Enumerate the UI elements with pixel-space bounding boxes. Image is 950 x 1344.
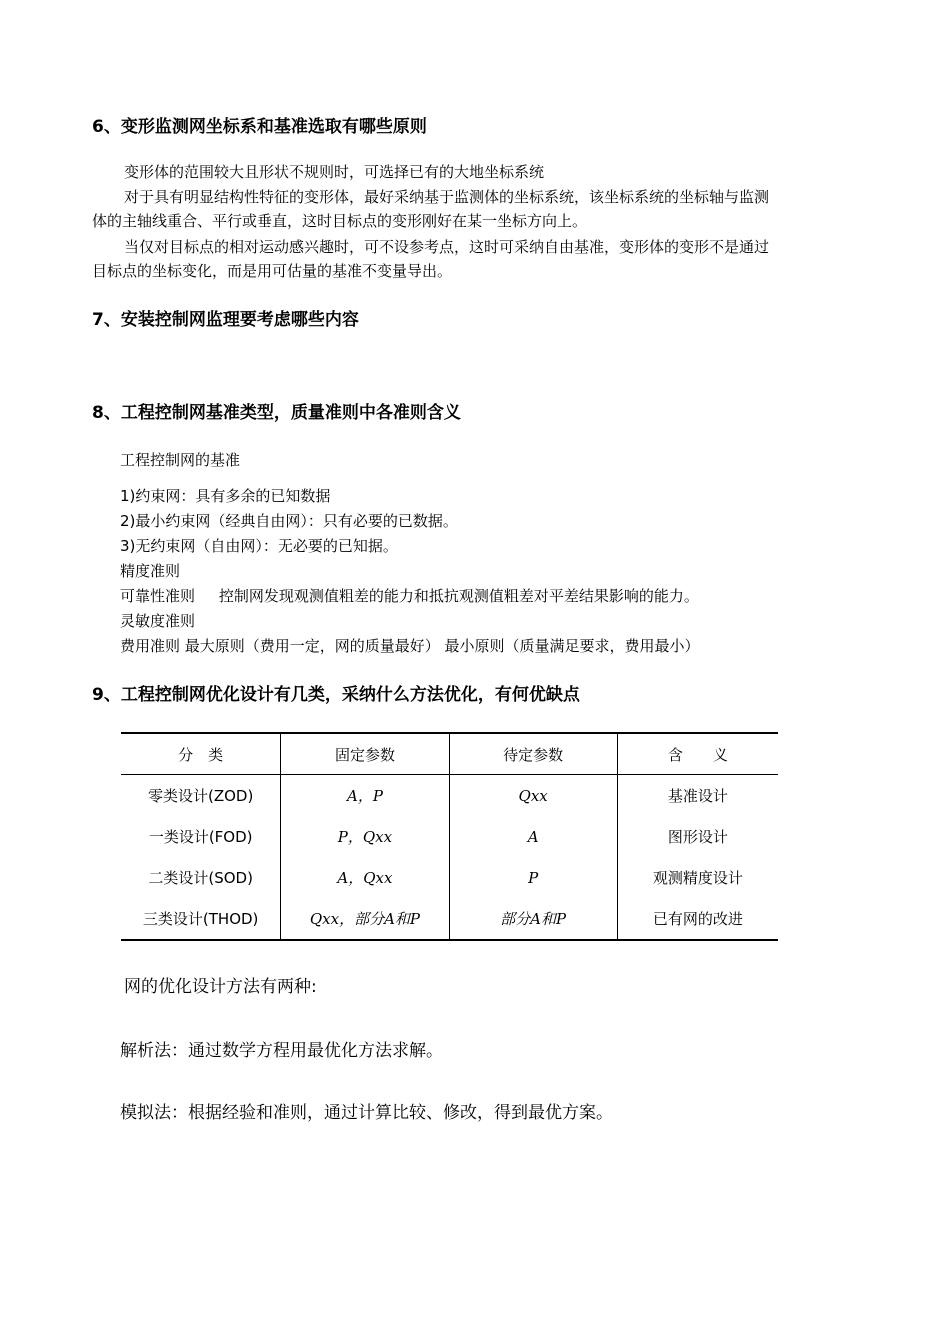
s6-paragraph-2-line-1: 对于具有明显结构性特征的变形体，最好采纳基于监测体的坐标系统，该坐标系统的坐标轴与监测 — [124, 188, 770, 206]
table-header-cell: 固定参数 — [281, 733, 449, 775]
table-cell: Qxx — [449, 775, 617, 817]
table-cell: P — [449, 857, 617, 898]
table-cell: 已有网的改进 — [617, 898, 778, 940]
s8-line-1: 工程控制网的基准 — [120, 451, 241, 469]
s9-method-analytic: 解析法：通过数学方程用最优化方法求解。 — [120, 1041, 443, 1061]
s9-methods-intro: 网的优化设计方法有两种: — [124, 977, 317, 997]
table-cell: 二类设计(SOD) — [148, 869, 253, 887]
table-cell: 三类设计(THOD) — [121, 898, 281, 940]
table-cell: A，P — [281, 775, 449, 817]
table-cell: 部分A和P — [449, 898, 617, 940]
s8-line-8: 费用准则 最大原则（费用一定，网的质量最好） 最小原则（质量满足要求，费用最小） — [120, 637, 700, 655]
s6-paragraph-3-line-1: 当仅对目标点的相对运动感兴趣时，可不设参考点，这时可采纳自由基准，变形体的变形不是通过 — [124, 238, 770, 256]
table-cell: Qxx，部分A和P — [281, 898, 449, 940]
s8-line-7: 灵敏度准则 — [120, 612, 196, 630]
table-cell: 观测精度设计 — [617, 857, 778, 898]
table-cell: 零类设计(ZOD) — [148, 787, 254, 805]
table-cell: A — [449, 816, 617, 857]
s8-line-6: 可靠性准则 控制网发现观测值粗差的能力和抵抗观测值粗差对平差结果影响的能力。 — [120, 587, 699, 605]
s9-method-simulation: 模拟法：根据经验和准则，通过计算比较、修改，得到最优方案。 — [120, 1103, 613, 1123]
table-row — [121, 898, 778, 940]
s6-paragraph-2-line-2: 体的主轴线重合、平行或垂直，这时目标点的变形刚好在某一坐标方向上。 — [92, 212, 588, 230]
table-header-cell: 分 类 — [121, 733, 281, 775]
table-cell: 图形设计 — [617, 816, 778, 857]
section-9-heading: 9、工程控制网优化设计有几类，采纳什么方法优化，有何优缺点 — [92, 685, 580, 705]
table-row — [121, 857, 778, 898]
s8-line-3: 2)最小约束网（经典自由网）：只有必要的已数据。 — [120, 512, 458, 530]
section-8-heading: 8、工程控制网基准类型，质量准则中各准则含义 — [92, 403, 461, 423]
table-cell: 基准设计 — [617, 775, 778, 817]
section-6-heading: 6、变形监测网坐标系和基准选取有哪些原则 — [92, 117, 427, 137]
s6-paragraph-1: 变形体的范围较大且形状不规则时，可选择已有的大地坐标系统 — [124, 163, 545, 181]
table-header-cell: 含 义 — [617, 733, 778, 775]
s6-paragraph-3-line-2: 目标点的坐标变化，而是用可估量的基准不变量导出。 — [92, 262, 453, 280]
table-cell: P，Qxx — [281, 816, 449, 857]
table-row — [121, 816, 778, 857]
section-7-heading: 7、安装控制网监理要考虑哪些内容 — [92, 310, 359, 330]
optimization-design-table — [121, 732, 778, 939]
table-header-row — [121, 733, 778, 775]
table-cell: 一类设计(FOD) — [148, 828, 253, 846]
table-cell: A，Qxx — [281, 857, 449, 898]
table-row — [121, 775, 778, 817]
s8-line-2: 1)约束网：具有多余的已知数据 — [120, 487, 331, 505]
s8-line-5: 精度准则 — [120, 562, 181, 580]
s8-line-4: 3)无约束网（自由网）：无必要的已知据。 — [120, 537, 398, 555]
table-header-cell: 待定参数 — [449, 733, 617, 775]
